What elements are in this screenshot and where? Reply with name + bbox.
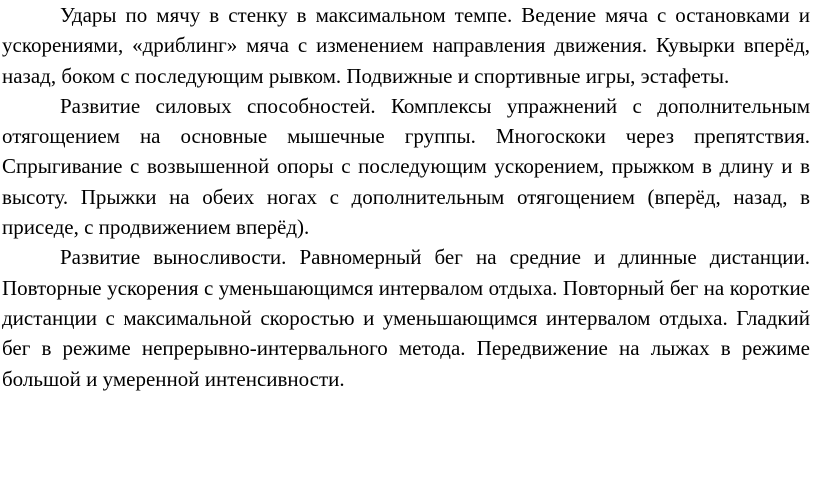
paragraph-endurance-development: Развитие выносливости. Равномерный бег на средние и длинные дистанции. Повторные ускорения с уменьшающимся интервалом отдыха. Повторный бег на короткие дистанции с максимальной скоростью и уменьшающимся интервалом отдыха. Гладкий бег в режиме непрерывно-интервального метода. Передвижение на лыжах в режиме большой и умеренной интенсивности. xyxy=(2,245,810,391)
paragraph-ball-exercises: Удары по мячу в стенку в максимальном темпе. Ведение мяча с остановками и ускорениями, «дриблинг» мяча с изменением направления движения. Кувырки вперёд, назад, боком с последующим рывком. Подвижные и спортивные игры, эстафеты. xyxy=(2,3,810,88)
paragraph-strength-development: Развитие силовых способностей. Комплексы упражнений с дополнительным отягощением на основные мышечные группы. Многоскоки через препятствия. Спрыгивание с возвышенной опоры с последующим ускорением, прыжком в длину и в высоту. Прыжки на обеих ногах с дополнительным отягощением (вперёд, назад, в приседе, с продвижением вперёд). xyxy=(2,93,810,240)
